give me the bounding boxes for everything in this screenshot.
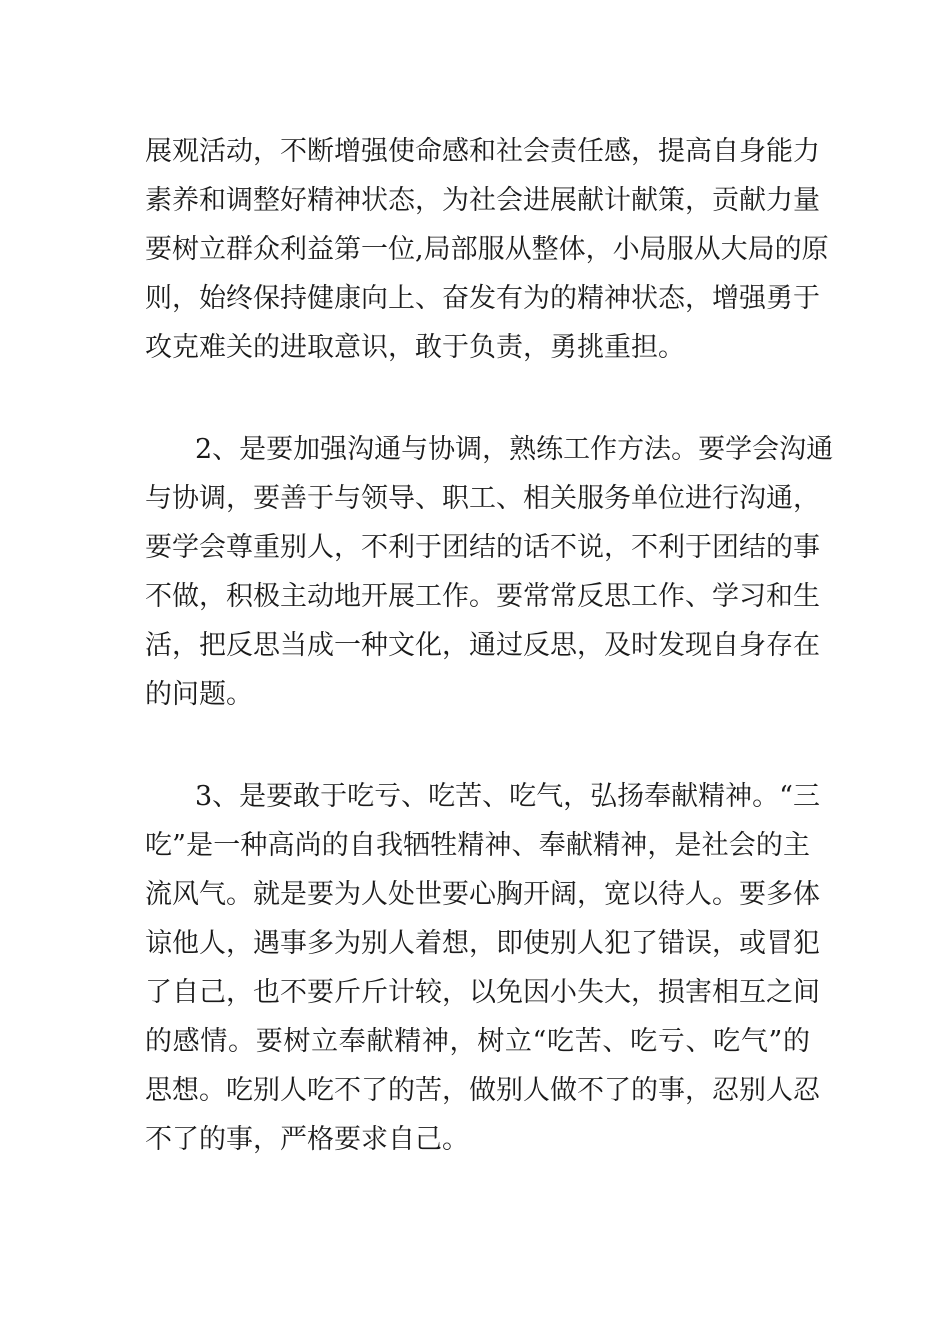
paragraph-2-line-6: 的问题。 [145, 679, 253, 710]
paragraph-3-line-7: 思想。吃别人吃不了的苦，做别人做不了的事，忍别人忍 [145, 1075, 820, 1106]
paragraph-3-line-2: 吃”是一种高尚的自我牺牲精神、奉献精神，是社会的主 [145, 830, 810, 861]
paragraph-2-line-4: 不做，积极主动地开展工作。要常常反思工作、学习和生 [145, 581, 820, 612]
paragraph-3-line-3: 流风气。就是要为人处世要心胸开阔，宽以待人。要多体 [145, 879, 820, 910]
paragraph-1-line-1: 展观活动，不断增强使命感和社会责任感，提高自身能力 [145, 136, 820, 167]
paragraph-3-line-1: 3、是要敢于吃亏、吃苦、吃气，弘扬奉献精神。“三 [195, 781, 820, 812]
paragraph-3-line-4: 谅他人，遇事多为别人着想，即使别人犯了错误，或冒犯 [145, 928, 820, 959]
paragraph-1-line-5: 攻克难关的进取意识，敢于负责，勇挑重担。 [145, 332, 685, 363]
paragraph-2-line-3: 要学会尊重别人，不利于团结的话不说，不利于团结的事 [145, 532, 820, 563]
paragraph-3-line-8: 不了的事，严格要求自己。 [145, 1124, 469, 1155]
paragraph-3-line-5: 了自己，也不要斤斤计较，以免因小失大，损害相互之间 [145, 977, 820, 1008]
paragraph-2-line-1: 2、是要加强沟通与协调，熟练工作方法。要学会沟通 [195, 434, 834, 465]
paragraph-1-line-4: 则，始终保持健康向上、奋发有为的精神状态，增强勇于 [145, 283, 820, 314]
paragraph-2-line-5: 活，把反思当成一种文化，通过反思，及时发现自身存在 [145, 630, 820, 661]
paragraph-2-line-2: 与协调，要善于与领导、职工、相关服务单位进行沟通， [145, 483, 820, 514]
paragraph-1-line-3: 要树立群众利益第一位,局部服从整体，小局服从大局的原 [145, 234, 829, 265]
paragraph-1-line-2: 素养和调整好精神状态，为社会进展献计献策，贡献力量 [145, 185, 820, 216]
paragraph-3-line-6: 的感情。要树立奉献精神，树立“吃苦、吃亏、吃气”的 [145, 1026, 810, 1057]
